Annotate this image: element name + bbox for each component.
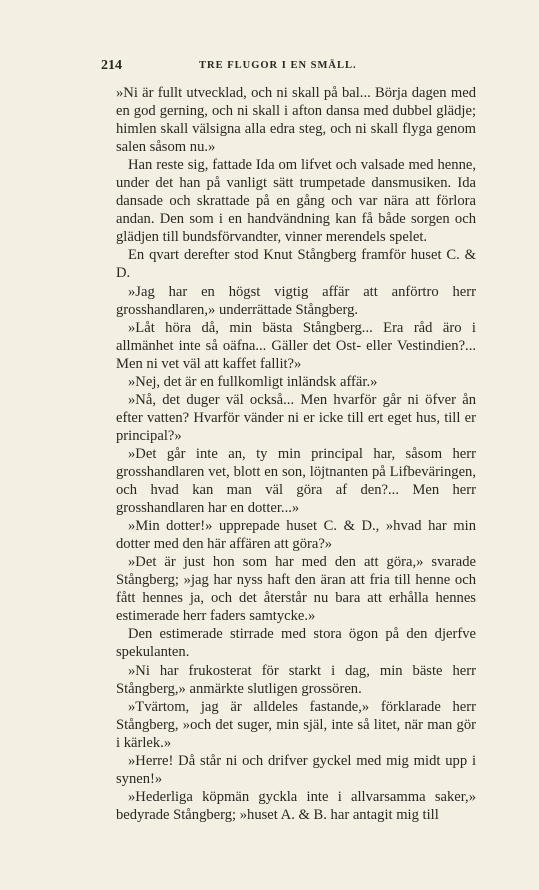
page-number: 214 — [101, 58, 122, 73]
paragraph: Han reste sig, fattade Ida om lifvet och valsade med henne, under det han på vanligt sätt trumpetade dansmusiken. Ida dansade och skrattade på en gång och var nära att förlora andan. Den som i en handvändning kan få både sorgen och glädjen till bundsförvandter, vinner merendels spelet. — [116, 157, 476, 246]
paragraph: »Det går inte an, ty min principal har, såsom herr grosshandlaren vet, blott en son, löjtnanten på Lifbeväringen, och hvad kan man väl göra af den?... Men herr grosshandlaren har en dotter...» — [116, 445, 476, 517]
page-header — [101, 58, 475, 78]
paragraph: »Herre! Då står ni och drifver gyckel med mig midt upp i synen!» — [116, 752, 476, 787]
paragraph: »Jag har en högst vigtig affär att anförtro herr grosshandlaren,» underrättade Stångberg. — [116, 283, 476, 318]
paragraph: Den estimerade stirrade med stora ögon på den djerfve spekulanten. — [116, 626, 476, 661]
paragraph: »Nå, det duger väl också... Men hvarför går ni öfver ån efter vatten? Hvarför vänder ni er icke till ert eget hus, till er principal?» — [116, 391, 476, 444]
paragraph: »Nej, det är en fullkomligt inländsk affär.» — [128, 373, 378, 390]
running-title: TRE FLUGOR I EN SMÄLL. — [199, 60, 357, 71]
paragraph: »Ni har frukosterat för starkt i dag, min bäste herr Stångberg,» anmärkte slutligen grossören. — [116, 662, 476, 697]
paragraph: »Min dotter!» upprepade huset C. & D., »hvad har min dotter med den här affären att göra?» — [116, 518, 476, 553]
body-text — [116, 84, 476, 824]
paragraph: »Låt höra då, min bästa Stångberg... Era råd äro i allmänhet inte så oäfna... Gäller det Ost- eller Vestindien?... Men ni vet väl att kaffet fallit?» — [116, 319, 476, 372]
paragraph: En qvart derefter stod Knut Stångberg framför huset C. & D. — [116, 247, 476, 282]
paragraph: »Tvärtom, jag är alldeles fastande,» förklarade herr Stångberg, »och det suger, min själ, inte så litet, när man gör i kärlek.» — [116, 698, 476, 751]
paragraph: »Hederliga köpmän gyckla inte i allvarsamma saker,» bedyrade Stångberg; »huset A. & B. har antagit mig till — [116, 788, 476, 823]
paragraph: »Ni är fullt utvecklad, och ni skall på bal... Börja dagen med en god gerning, och ni skall i afton dansa med dubbel glädje; himlen skall välsigna alla edra steg, och ni skall flyga genom salen såsom nu.» — [116, 85, 476, 156]
paragraph: »Det är just hon som har med den att göra,» svarade Stångberg; »jag har nyss haft den äran att fria till henne och fått hennes ja, och det återstår nu bara att erhålla hennes estimerade herr faders samtycke.» — [116, 554, 476, 625]
